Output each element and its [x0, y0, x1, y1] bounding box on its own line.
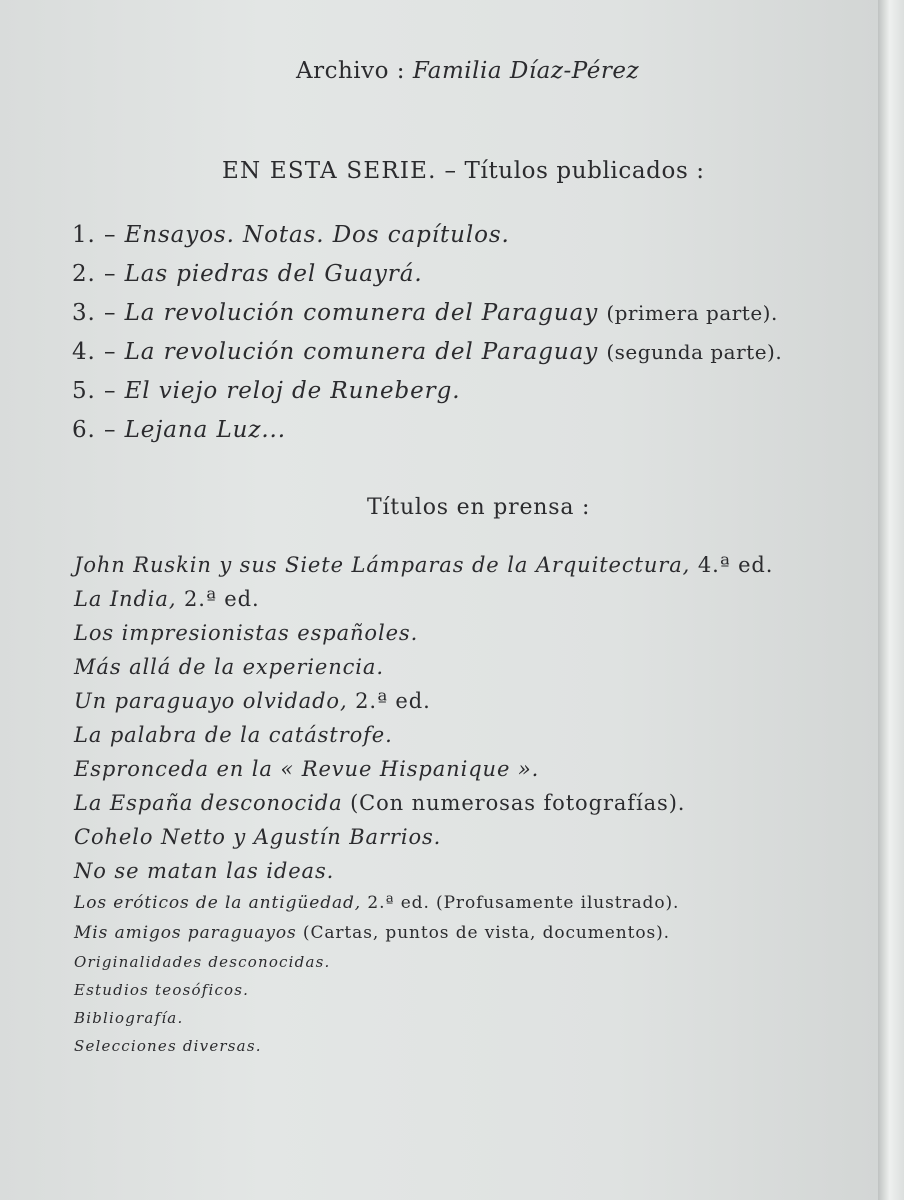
list-item — [74, 718, 773, 752]
list-item — [74, 650, 773, 684]
item-number: 6. – — [72, 417, 125, 443]
list-item — [72, 333, 782, 372]
item-title: Los impresionistas españoles. — [74, 621, 419, 645]
item-title: La revolución comunera del Paraguay — [124, 339, 607, 365]
series-heading-rest: – Títulos publicados : — [436, 158, 705, 184]
list-item — [74, 1032, 773, 1060]
list-item — [74, 582, 773, 616]
list-item — [74, 786, 773, 820]
item-title: Selecciones diversas. — [74, 1037, 262, 1055]
item-title: No se matan las ideas. — [74, 859, 335, 883]
item-note: (segunda parte). — [606, 340, 783, 364]
item-title: La palabra de la catástrofe. — [74, 723, 393, 747]
item-title: La India, — [74, 587, 184, 611]
item-title: Más allá de la experiencia. — [74, 655, 384, 679]
list-item — [74, 918, 773, 948]
item-title: Bibliografía. — [74, 1009, 184, 1027]
series-heading-caps: EN ESTA SERIE. — [222, 158, 437, 184]
item-number: 3. – — [72, 300, 125, 326]
item-title: Ensayos. Notas. Dos capítulos. — [124, 222, 510, 248]
list-item — [74, 616, 773, 650]
item-title: Originalidades desconocidas. — [74, 953, 331, 971]
archive-family-name: Familia Díaz-Pérez — [412, 58, 640, 84]
page-edge — [878, 0, 904, 1200]
list-item — [72, 372, 782, 411]
list-item — [74, 548, 773, 582]
item-edition: 2.ª ed. (Profusamente ilustrado). — [367, 893, 680, 913]
item-title: Espronceda en la « Revue Hispanique ». — [74, 757, 540, 781]
item-title: La España desconocida — [74, 791, 351, 815]
list-item — [74, 820, 773, 854]
published-titles-list — [72, 216, 782, 450]
item-title: El viejo reloj de Runeberg. — [124, 378, 461, 404]
item-note: (primera parte). — [606, 301, 778, 325]
item-title: Las piedras del Guayrá. — [124, 261, 423, 287]
in-press-heading: Títulos en prensa : — [367, 495, 591, 520]
item-title: John Ruskin y sus Siete Lámparas de la Arquitectura, — [74, 553, 698, 577]
list-item — [72, 255, 782, 294]
list-item — [74, 752, 773, 786]
list-item — [74, 888, 773, 918]
item-number: 4. – — [72, 339, 125, 365]
item-title: La revolución comunera del Paraguay — [124, 300, 607, 326]
item-title: Cohelo Netto y Agustín Barrios. — [74, 825, 442, 849]
item-title: Mis amigos paraguayos — [74, 923, 303, 943]
item-title: Lejana Luz... — [124, 417, 286, 443]
list-item — [74, 976, 773, 1004]
item-title: Los eróticos de la antigüedad, — [74, 893, 368, 913]
item-edition: (Cartas, puntos de vista, documentos). — [302, 923, 670, 943]
list-item — [74, 854, 773, 888]
series-heading — [222, 158, 705, 184]
item-title: Estudios teosóficos. — [74, 981, 250, 999]
item-number: 1. – — [72, 222, 125, 248]
list-item — [74, 684, 773, 718]
item-number: 2. – — [72, 261, 125, 287]
list-item — [72, 411, 782, 450]
archive-line — [296, 58, 639, 84]
item-edition: (Con numerosas fotografías). — [350, 791, 686, 815]
in-press-list — [74, 548, 773, 1060]
list-item — [72, 294, 782, 333]
list-item — [72, 216, 782, 255]
item-edition: 2.ª ed. — [355, 689, 431, 713]
item-edition: 2.ª ed. — [184, 587, 260, 611]
item-number: 5. – — [72, 378, 125, 404]
list-item — [74, 948, 773, 976]
list-item — [74, 1004, 773, 1032]
item-edition: 4.ª ed. — [697, 553, 774, 577]
item-title: Un paraguayo olvidado, — [74, 689, 356, 713]
archive-label: Archivo : — [296, 58, 406, 84]
